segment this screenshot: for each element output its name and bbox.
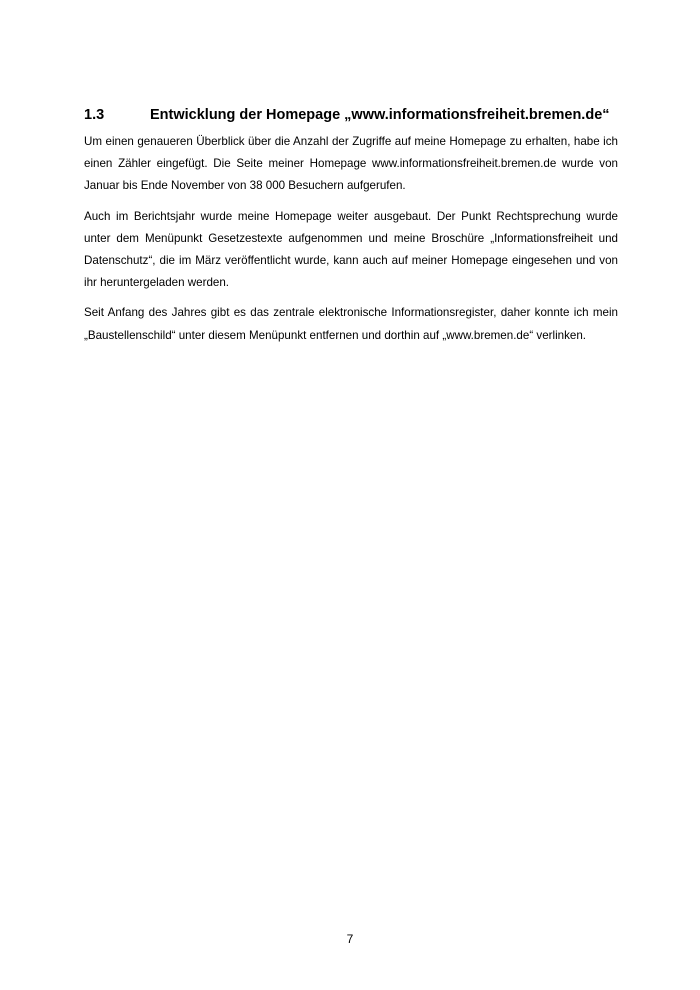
section-heading xyxy=(84,105,618,125)
section-title: Entwicklung der Homepage „www.informationsfreiheit.bremen.de“ xyxy=(150,107,610,123)
paragraph-visitor-counter: Um einen genaueren Überblick über die Anzahl der Zugriffe auf meine Homepage zu erhalten, habe ich einen Zähler eingefügt. Die Seite meiner Homepage www.informationsfreiheit.bremen.de wurde von Januar bis Ende November von 38 000 Besuchern aufgerufen. xyxy=(84,135,618,193)
page-number: 7 xyxy=(346,932,354,946)
section-number: 1.3 xyxy=(84,107,105,123)
paragraph-information-register: Seit Anfang des Jahres gibt es das zentrale elektronische Informationsregister, daher konnte ich mein „Baustellenschild“ unter diesem Menüpunkt entfernen und dorthin auf „www.bremen.de“ verlinken. xyxy=(84,306,618,342)
section-1-3 xyxy=(84,105,618,355)
paragraph-homepage-expansion: Auch im Berichtsjahr wurde meine Homepage weiter ausgebaut. Der Punkt Rechtsprechung wurde unter dem Menüpunkt Gesetzestexte aufgenommen und meine Broschüre „Informationsfreiheit und Datenschutz“, die im März veröffentlicht wurde, kann auch auf meiner Homepage eingesehen und von ihr heruntergeladen werden. xyxy=(84,209,618,290)
